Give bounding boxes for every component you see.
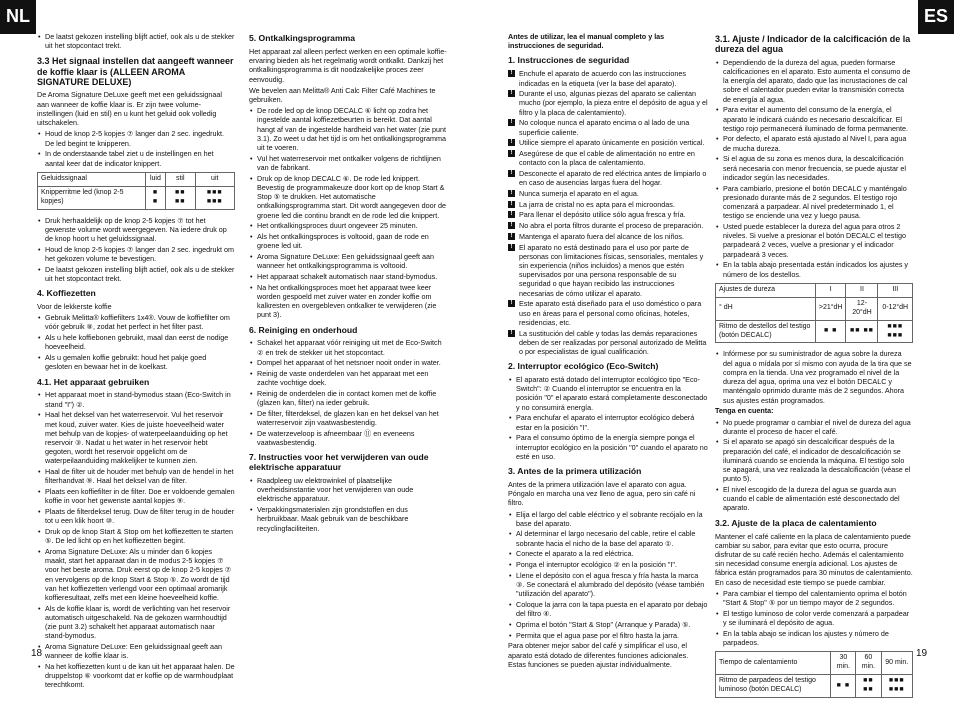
column-nl-2	[249, 32, 447, 534]
list-item: • Llene el depósito con el agua fresca y fría hasta la marca ③. Se conectará el alumbrado del depósito (véase también "utilización del aparato").	[508, 571, 708, 599]
paragraph: De Aroma Signature DeLuxe geeft met een geluidssignaal aan wanneer de koffie klaar is. Er zijn twee volume-instellingen (luid en stil) en u kunt het geluid ook volledig uitschakelen.	[37, 90, 222, 128]
intro-text: Antes de utilizar, lea el manual completo y las instrucciones de seguridad.	[508, 32, 665, 51]
bullet-list	[37, 129, 235, 167]
table-cell: stil	[166, 172, 196, 186]
list-item: ! Para llenar el depósito utilice sólo agua fresca y fría.	[508, 210, 708, 219]
safety-list	[508, 69, 708, 356]
note-label: Tenga en cuenta:	[715, 406, 774, 416]
list-item: • No puede programar o cambiar el nivel de dureza del agua durante el proceso de hacer el café.	[715, 418, 913, 436]
table-cell: uit	[195, 172, 234, 186]
list-item: • Si el aparato se apagó sin descalcificar después de la preparación del café, el indicador de descalcificación se iluminará cuando se encienda la máquina. El testigo solo se apagará, una vez realizada la descalcificación (véase el punto 5).	[715, 437, 913, 483]
paragraph: Voor de lekkerste koffie	[37, 301, 112, 311]
list-item: ! Este aparato está diseñado para el uso doméstico o para uso en áreas para el personal como oficinas, hoteles, residencias, etc.	[508, 299, 708, 327]
page-number-left: 18	[31, 648, 43, 659]
language-tab-es: ES	[918, 0, 954, 34]
table-cell: 60 min.	[856, 652, 881, 675]
list-item: • Druk herhaaldelijk op de knop 2-5 kopjes ⑦ tot het gewenste volume wordt weergegeven. Na iedere druk op de knop hoort u het geluidssignaal.	[37, 216, 235, 244]
bullet-list	[508, 510, 708, 640]
table-cell: Ajustes de dureza	[716, 283, 816, 297]
list-item: • Het apparaat moet in stand-bymodus staan (Eco-Switch in stand "I") ②.	[37, 390, 235, 408]
list-item: • Usted puede establecer la dureza del agua para otros 2 niveles. Si vuelve a presionar el botón DECALC el testigo parpadeará 2 veces, vuelve a presionar y el indicador parpadeará 3 veces.	[715, 222, 913, 259]
table-cell: 12-20°dH	[846, 297, 878, 320]
column-es-2	[715, 32, 913, 704]
list-item: • En la tabla abajo presentada están indicados los ajustes y número de los destellos.	[715, 260, 913, 278]
section-heading-3-1: 3.1. Ajuste / Indicador de la calcificación de la dureza del agua	[715, 34, 911, 55]
list-item: • En la tabla abajo se indican los ajustes y número de parpadeos.	[715, 629, 913, 647]
list-item: • Het apparaat schakelt automatisch naar stand-bymodus.	[249, 272, 447, 281]
table-cell: 0-12°dH	[878, 297, 913, 320]
bullet-list	[249, 476, 447, 533]
list-item: • Gebruik Melitta® koffiefilters 1x4®. Vouw de koffiefilter om vóór gebruik ⑧, zodat het perfect in het filter past.	[37, 313, 235, 331]
list-item: • Plaats de filterdeksel terug. Duw de filter terug in de houder tot u een klik hoort ⑩.	[37, 507, 235, 525]
list-item: ! Mantenga el aparato fuera del alcance de los niños.	[508, 232, 708, 241]
list-item: • De laatst gekozen instelling blijft actief, ook als u de stekker uit het stopcontact trekt.	[37, 265, 235, 283]
list-item: • Dependiendo de la dureza del agua, pueden formarse calcificaciones en el aparato. Esto aumenta el consumo de la energía del aparato, dado que las incrustaciones de cal sobre el calentador pueden evitar la transmisión correcta de energía al agua.	[715, 58, 913, 104]
list-item: • Haal het deksel van het waterreservoir. Vul het reservoir met koud, zuiver water. Kies de juiste hoeveelheid water met behulp van de kopjes- of waterpeelaanduiding op het reservoir ③. Nadat u het water in het reservoir hebt gegoten, wordt het reservoir opgelicht om de waterpeilaanduiding makkelijker te kunnen zien.	[37, 410, 235, 465]
table-cell: ■■ ■■	[846, 320, 878, 343]
bullet-list	[37, 216, 235, 284]
list-item: • Als de koffie klaar is, wordt de verlichting van het reservoir automatisch uitgeschakeld. Na de gekozen warmhoudtijd (zie punt 3.2) schakelt het apparaat automatisch naar stand-bymodus.	[37, 604, 235, 641]
list-item: • Als u gemalen koffie gebruikt: houd het pakje goed gesloten en bewaar het in de koelkast.	[37, 353, 235, 371]
list-item: • El aparato está dotado del interruptor ecológico tipo "Eco-Switch": ② Cuando el interruptor se encuentra en la posición "0" el aparato estará completamente desconectado y no consumirá energía.	[508, 375, 708, 412]
table-cell: ■■■ ■■■	[195, 186, 234, 209]
list-item: • Aroma Signature DeLuxe: Een geluidssignaal geeft aan wanneer het ontkalkingsprogramma is voltooid.	[249, 252, 447, 270]
table-cell: Ritmo de destellos del testigo (botón DECALC)	[716, 320, 816, 343]
list-item: • Para el consumo óptimo de la energía siempre ponga el interruptor ecológico en la posición "0" cuando el aparato no esté en uso.	[508, 433, 708, 461]
bullet-list	[508, 375, 708, 461]
list-item: ! No abra el porta filtros durante el proceso de preparación.	[508, 221, 708, 230]
table-cell: ■ ■	[815, 320, 846, 343]
list-item: • Elija el largo del cable eléctrico y el sobrante recójalo en la base del aparato.	[508, 510, 708, 528]
list-item: • Para cambiarlo, presione el botón DECALC y manténgalo presionado durante más de 2 segundos. El testigo rojo comenzará a parpadear. Al nivel predeterminado 1, el testigo se enciende una vez y luego pausa.	[715, 184, 913, 221]
list-item: • De filter, filterdeksel, de glazen kan en het deksel van het waterreservoir zijn vaatwasbestendig.	[249, 409, 447, 427]
list-item: ! Utilice siempre el aparato únicamente en posición vertical.	[508, 138, 708, 147]
list-item: • Als u hele koffiebonen gebruikt, maal dan eerst de nodige hoeveelheid.	[37, 333, 235, 351]
table-cell: II	[846, 283, 878, 297]
list-item: • Ponga el interruptor ecológico ② en la posición "I".	[508, 560, 708, 569]
list-item: • Permita que el agua pase por el filtro hasta la jarra.	[508, 631, 708, 640]
section-heading-4: 4. Koffiezetten	[37, 288, 96, 299]
list-item: ! No coloque nunca el aparato encima o al lado de una superficie caliente.	[508, 118, 708, 136]
list-item: ! Asegúrese de que el cable de alimentación no entre en contacto con la placa de calentamiento.	[508, 149, 708, 167]
section-heading-7: 7. Instructies voor het verwijderen van oude elektrische apparatuur	[249, 452, 429, 473]
list-item: • Plaats een koffiefilter in de filter. Doe er voldoende gemalen koffie in voor het gewenste aantal kopjes ⑨.	[37, 487, 235, 505]
paragraph: Antes de la primera utilización lave el aparato con agua. Póngalo en marcha una vez lleno de agua, pero sin café ni filtro.	[508, 479, 696, 508]
list-item: • Verpakkingsmaterialen zijn grondstoffen en dus herbruikbaar. Maak gebruik van de beschikbare recyclingfaciliteiten.	[249, 505, 447, 533]
section-heading-5: 5. Ontkalkingsprogramma	[249, 33, 356, 43]
table-cell: III	[878, 283, 913, 297]
list-item: • Coloque la jarra con la tapa puesta en el aparato por debajo del filtro ④.	[508, 600, 708, 618]
list-item: • Druk op de knop Start & Stop om het koffiezetten te starten ⑤. De led licht op en het koffiezetten begint.	[37, 527, 235, 545]
list-item: • In de onderstaande tabel ziet u de instellingen en het aantal keer dat de indicator knippert.	[37, 149, 235, 167]
section-heading-3-2: 3.2. Ajuste de la placa de calentamiento	[715, 517, 877, 528]
bullet-list	[37, 390, 235, 689]
paragraph: Mantener el café caliente en la placa de calentamiento puede cambiar su sabor, para evitar que esto ocurra, procure disfrutar de su café recién hecho. Además el calentamiento sin necesidad consume energía adicional. Los ajustes de fábrica están programados para 30 minutos de calentamiento. En caso de necesidad este tiempo se puede cambiar.	[715, 531, 913, 587]
section-heading-3-3: 3.3 Het signaal instellen dat aangeeft wanneer de koffie klaar is (ALLEEN AROMA SIGNATURE DELUXE)	[37, 56, 234, 88]
bullet-list	[37, 313, 235, 371]
list-item: • Conecte el aparato a la red eléctrica.	[508, 549, 708, 558]
bullet-list	[37, 32, 235, 50]
list-item: • Druk op de knop DECALC ⑥. De rode led knippert. Bevestig de programmakeuze door kort op de knop Start & Stop ⑤ te drukken. Het automatische ontkalkingsprogramma start. Dit wordt aangegeven door de groene led die continu brandt en de rode led die knippert.	[249, 174, 447, 220]
table-cell: >21°dH	[815, 297, 846, 320]
list-item: • De laatst gekozen instelling blijft actief, ook als u de stekker uit het stopcontact trekt.	[37, 32, 235, 50]
section-heading-3: 3. Antes de la primera utilización	[508, 466, 642, 476]
table-cell: ■ ■	[145, 186, 165, 209]
column-es-1	[508, 32, 708, 671]
table-cell: ■■■ ■■■	[881, 675, 912, 698]
paragraph: Het apparaat zal alleen perfect werken en een optimale koffie-ervaring bieden als het regelmatig wordt ontkalkt. Dankzij het ontkalkingsprogramma is dit noodzakelijke proces zeer eenvoudig.	[249, 46, 447, 84]
table-cell: Tiempo de calentamiento	[716, 652, 831, 675]
list-item: • Infórmese por su suministrador de agua sobre la dureza del agua o mídala por sí mismo con ayuda de la tira que se compra en la tienda. Una vez programado el nivel de la dureza del agua, oprima una vez el botón DECALC y manténgalo oprimido durante más de 2 segundos. Ahora sus ajustes están programados.	[715, 349, 913, 404]
list-item: ! La sustitución del cable y todas las demás reparaciones deben de ser realizadas por personal autorizado de Melitta o por especialistas de igual cualificación.	[508, 329, 708, 357]
table-cell: ° dH	[716, 297, 816, 320]
list-item: • Si el agua de su zona es menos dura, la descalcificación será necesaria con menor frecuencia, se puede ajustar el indicador según las necesidades.	[715, 154, 913, 182]
bullet-list	[715, 589, 913, 647]
table-cell: ■ ■	[831, 675, 856, 698]
list-item: • Aroma Signature DeLuxe: Als u minder dan 6 kopjes maakt, start het apparaat dan in de modus 2-5 kopjes ⑦ voor het beste aroma. Druk eerst op de knop 2-5 kopjes ⑦ en vervolgens op de knop Start & Stop ⑤. Zo wordt de tijd van het koffiezetten verlengd voor een optimaal aromarijk koffieresultaat, zelfs met een kleine hoeveelheid koffie.	[37, 547, 235, 602]
table-cell: Ritmo de parpadeos del testigo luminoso (botón DECALC)	[716, 675, 831, 698]
table-cell: 90 min.	[881, 652, 912, 675]
list-item: • Als het ontkalkingsproces is voltooid, gaan de rode en groene led uit.	[249, 232, 447, 250]
bullet-list	[715, 418, 913, 513]
hardness-table	[715, 283, 913, 344]
table-cell: 30 min.	[831, 652, 856, 675]
table-cell: ■■■ ■■■	[878, 320, 913, 343]
section-heading-4-1: 4.1. Het apparaat gebruiken	[37, 376, 150, 387]
table-cell: luid	[145, 172, 165, 186]
list-item: ! La jarra de cristal no es apta para el microondas.	[508, 200, 708, 209]
table-cell: Knipperritme led (knop 2-5 kopjes)	[38, 186, 146, 209]
list-item: • Raadpleeg uw elektrowinkel of plaatselijke overheidsinstantie voor het verwijderen van oude elektrische apparatuur.	[249, 476, 447, 504]
column-nl-1	[37, 32, 235, 691]
list-item: • Para evitar el aumento del consumo de la energía, el aparato le indicará cuándo es necesario descalcificar. El testigo rojo permanecerá iluminado de forma permanente.	[715, 105, 913, 133]
list-item: • Al determinar el largo necesario del cable, retire el cable sobrante hacia el nicho de la base del aparato ①.	[508, 529, 708, 547]
bullet-list	[715, 58, 913, 279]
list-item: • Na het koffiezetten kunt u de kan uit het apparaat halen. De druppelstop ⑥ voorkomt dat er koffie op de warmhoudplaat terechtkomt.	[37, 662, 235, 690]
list-item: • Vul het waterreservoir met ontkalker volgens de richtlijnen van de fabrikant.	[249, 154, 447, 172]
table-cell: Geluidssignaal	[38, 172, 146, 186]
signal-table	[37, 172, 235, 210]
list-item: • Reinig de vaste onderdelen van het apparaat met een zachte vochtige doek.	[249, 369, 447, 387]
list-item: • Por defecto, el aparato está ajustado al Nivel I, para agua de mucha dureza.	[715, 134, 913, 152]
list-item: • Para enchufar el aparato el interruptor ecológico deberá estar en la posición "I".	[508, 413, 708, 431]
section-heading-6: 6. Reiniging en onderhoud	[249, 324, 358, 335]
list-item: • Houd de knop 2-5 kopjes ⑦ langer dan 2 sec. ingedrukt. De led begint te knipperen.	[37, 129, 235, 147]
paragraph: We bevelen aan Melitta® Anti Calc Filter Café Machines te gebruiken.	[249, 85, 436, 104]
list-item: • Oprima el botón "Start & Stop" (Arranque y Parada) ⑤.	[508, 620, 708, 629]
list-item: • Dompel het apparaat of het netsnoer nooit onder in water.	[249, 358, 447, 367]
section-heading-1: 1. Instrucciones de seguridad	[508, 55, 630, 66]
bullet-list	[249, 338, 447, 447]
list-item: • Aroma Signature DeLuxe: Een geluidssignaal geeft aan wanneer de koffie klaar is.	[37, 642, 235, 660]
list-item: • Houd de knop 2-5 kopjes ⑦ langer dan 2 sec. ingedrukt om het gekozen volume te bevestigen.	[37, 245, 235, 263]
page-number-right: 19	[916, 648, 928, 659]
table-cell: ■■ ■■	[166, 186, 196, 209]
list-item: • El nivel escogido de la dureza del agua se guarda aun cuando el cable de alimentación esté desconectado del aparato.	[715, 485, 913, 513]
list-item: • Schakel het apparaat vóór reiniging uit met de Eco-Switch ② en trek de stekker uit het stopcontact.	[249, 338, 447, 356]
section-heading-2: 2. Interruptor ecológico (Eco-Switch)	[508, 361, 659, 372]
bullet-list	[249, 106, 447, 319]
list-item: • Het ontkalkingsproces duurt ongeveer 25 minuten.	[249, 221, 447, 230]
list-item: • Para cambiar el tiempo del calentamiento oprima el botón "Start & Stop" ⑤ por un tiempo mayor de 2 segundos.	[715, 589, 913, 607]
table-cell: ■■ ■■	[856, 675, 881, 698]
list-item: ! Desconecte el aparato de red eléctrica antes de limpiarlo o en caso de ausencias largas fuera del hogar.	[508, 169, 708, 187]
list-item: ! Durante el uso, algunas piezas del aparato se calientan mucho (por ejemplo, la pieza entre el depósito de agua y el filtro y la placa de calentamiento).	[508, 89, 708, 117]
list-item: • De rode led op de knop DECALC ⑥ licht op zodra het ingestelde aantal koffiezetbeurten is bereikt. Dat aantal hangt af van de ingestelde hardheid van het water (zie punt 3.1). Zo weet u dat het tijd is om het ontkalkingsprogramma uit te voeren.	[249, 106, 447, 152]
list-item: ! El aparato no está destinado para el uso por parte de personas con limitaciones físicas, sensoriales, mentales y sin experiencia (niños incluidos) a menos que estén supervisados por una persona responsable de su seguridad o que hayan recibido las instrucciones necesarias de cómo utilizar el aparato.	[508, 243, 708, 298]
language-tab-nl: NL	[0, 0, 36, 34]
list-item: • Haal de filter uit de houder met behulp van de hendel in het filterhandvat ⑨. Haal het deksel van de filter.	[37, 467, 235, 485]
heating-table	[715, 651, 913, 698]
list-item: ! Enchufe el aparato de acuerdo con las instrucciones indicadas en la etiqueta (ver la base del aparato).	[508, 69, 708, 87]
bullet-list	[715, 349, 913, 404]
list-item: • Reinig de onderdelen die in contact komen met de koffie (glazen kan, filter) na ieder gebruik.	[249, 389, 447, 407]
list-item: ! Nunca sumerja el aparato en el agua.	[508, 189, 708, 198]
table-cell: I	[815, 283, 846, 297]
list-item: • Na het ontkalkingsproces moet het apparaat twee keer worden gespoeld met zuiver water en zonder koffie om kalkresten en overgebleven ontkalker te verwijderen (zie punt 3).	[249, 283, 447, 320]
paragraph: Para obtener mejor sabor del café y simplificar el uso, el aparato está dotado de diferentes funciones adicionales. Estas funciones se pueden ajustar individualmente.	[508, 641, 689, 669]
list-item: • El testigo luminoso de color verde comenzará a parpadear y se iluminará el depósito de agua.	[715, 609, 913, 627]
list-item: • De waterzeveloop is afneembaar ⑪ en eveneens vaatwasbestendig.	[249, 429, 447, 447]
